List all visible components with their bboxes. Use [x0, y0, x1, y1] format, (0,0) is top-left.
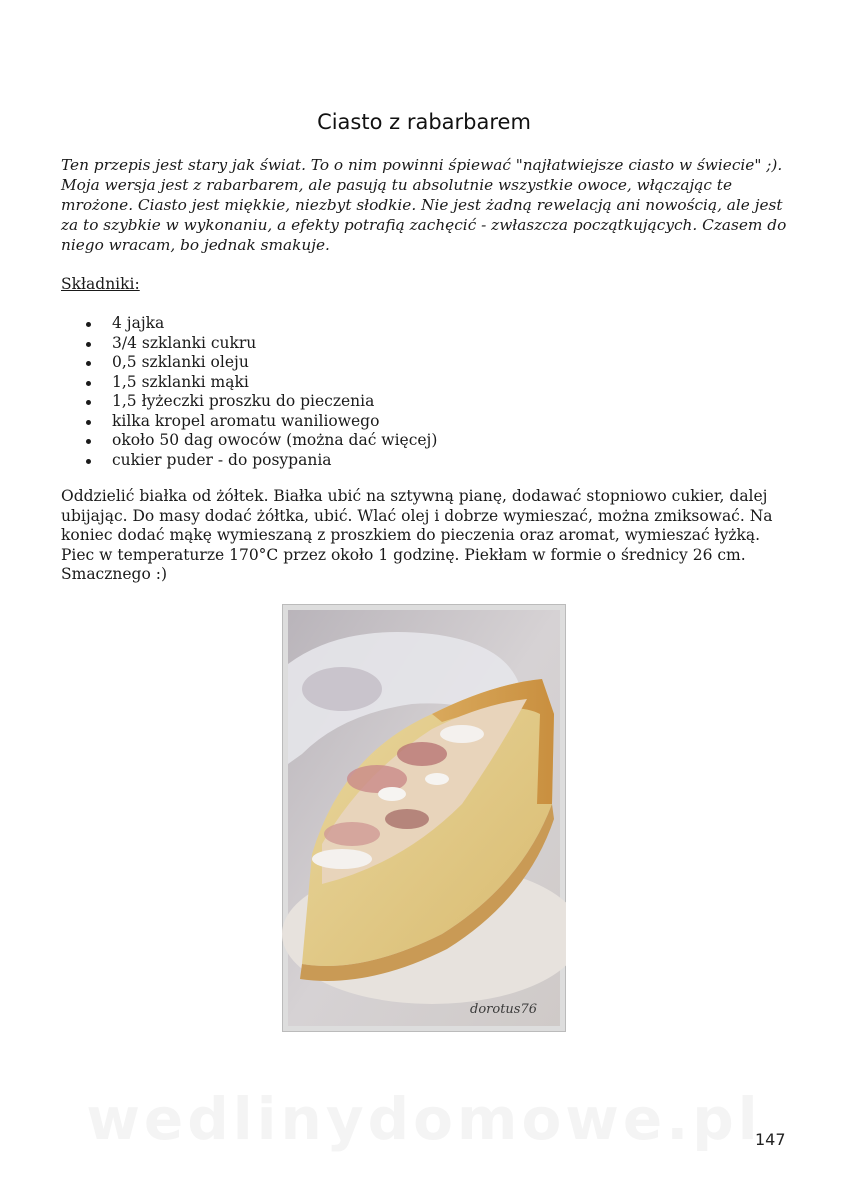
ingredient-item: 0,5 szklanki oleju: [61, 353, 661, 373]
ingredients-heading: Składniki:: [61, 275, 140, 293]
ingredient-item: 4 jajka: [61, 314, 661, 334]
ingredient-item: cukier puder - do posypania: [61, 451, 661, 471]
cake-photo: [282, 604, 566, 1032]
ingredient-item: 1,5 łyżeczki proszku do pieczenia: [61, 392, 661, 412]
watermark: wedlinydomowe.pl: [86, 1085, 762, 1153]
recipe-method: Oddzielić białka od żółtek. Białka ubić na sztywną pianę, dodawać stopniowo cukier, dalej ubijając. Do masy dodać żółtka, ubić. Wlać olej i dobrze wymieszać, można zmiksować. Na koniec dodać mąkę wymieszaną z proszkiem do pieczenia oraz aromat, wymieszać łyżką. Piec w temperaturze 170°C przez około 1 godzinę. Piekłam w formie o średnicy 26 cm. Smacznego :): [61, 487, 773, 583]
recipe-intro: Ten przepis jest stary jak świat. To o nim powinni śpiewać "najłatwiejsze ciasto w świecie" ;). Moja wersja jest z rabarbarem, ale pasują tu absolutnie wszystkie owoce, włączając te mrożone. Ciasto jest miękkie, niezbyt słodkie. Nie jest żadną rewelacją ani nowością, ale jest za to szybkie w wykonaniu, a efekty potrafią zachęcić - zwłaszcza początkujących. Czasem do niego wracam, bo jednak smakuje.: [61, 156, 787, 254]
recipe-title: Ciasto z rabarbarem: [317, 110, 531, 134]
ingredient-item: 1,5 szklanki mąki: [61, 373, 661, 393]
ingredient-item: około 50 dag owoców (można dać więcej): [61, 431, 661, 451]
ingredients-list: [61, 314, 661, 470]
ingredient-item: kilka kropel aromatu waniliowego: [61, 412, 661, 432]
photo-signature: dorotus76: [470, 1002, 537, 1017]
ingredient-item: 3/4 szklanki cukru: [61, 334, 661, 354]
cake-photo-illustration: [282, 604, 566, 1032]
page-number: 147: [755, 1130, 786, 1149]
